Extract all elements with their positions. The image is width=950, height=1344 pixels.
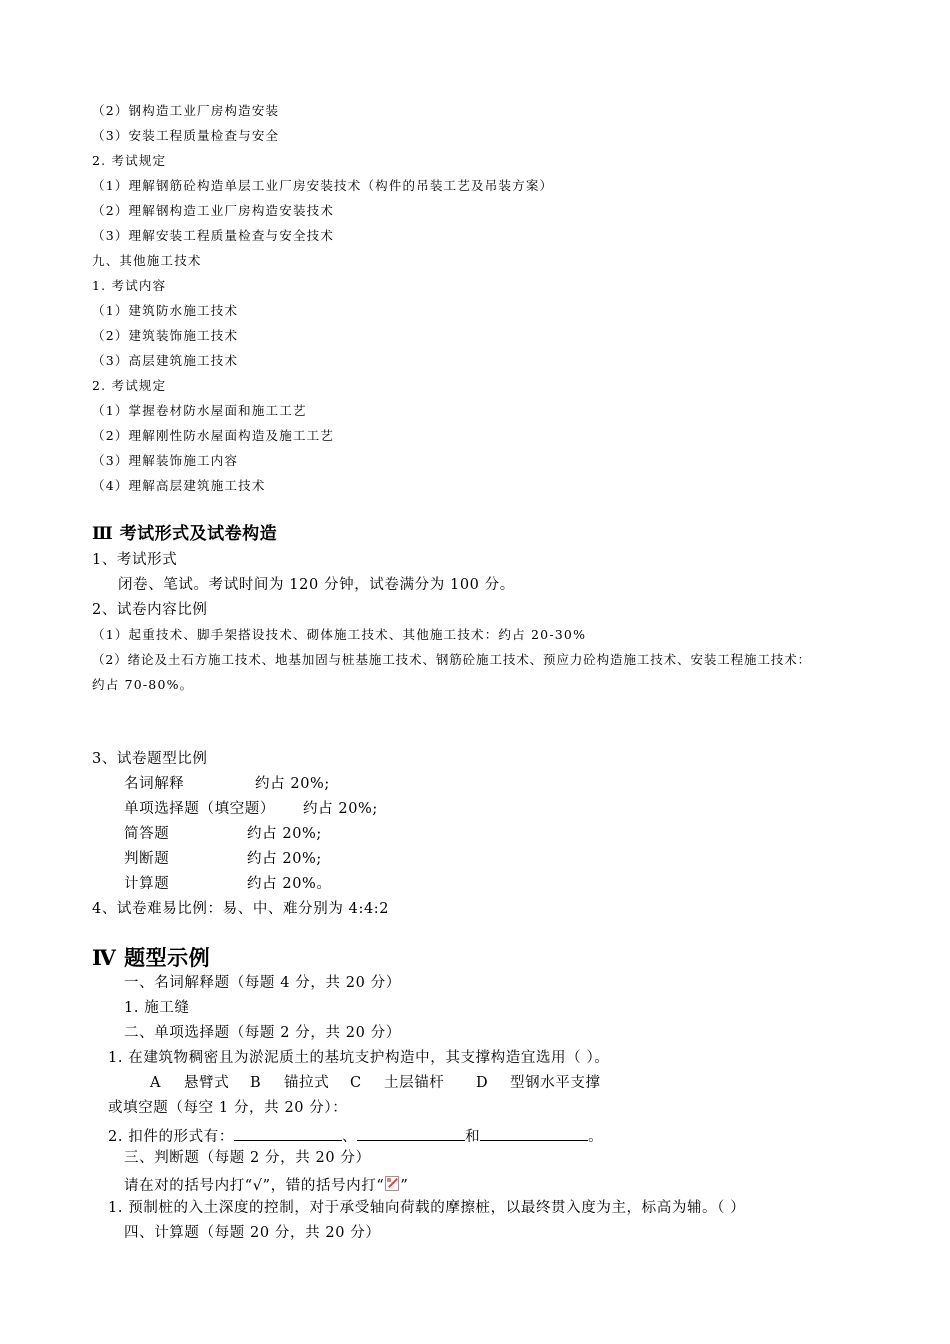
text-line: （3）理解安装工程质量检查与安全技术 [92, 228, 335, 243]
section-title-question-examples: Ⅳ 题型示例 [92, 945, 211, 970]
text-line: （3）理解装饰施工内容 [92, 453, 239, 468]
text-line: （1）建筑防水施工技术 [92, 303, 239, 318]
text-line: 三、判断题（每题 2 分，共 20 分） [124, 1150, 371, 1166]
text-line: （1）掌握卷材防水屋面和施工工艺 [92, 403, 307, 418]
ratio-name: 判断题 [124, 851, 170, 867]
cross-mark-icon [385, 1176, 399, 1191]
instruction-line [124, 1176, 408, 1194]
question-text: 1. 在建筑物稠密且为淤泥质土的基坑支护构造中，其支撑构造宜选用（ ）。 [108, 1050, 610, 1066]
ratio-value: 约占 20%; [303, 801, 378, 817]
option-key: B [250, 1075, 262, 1091]
instruction-text: 请在对的括号内打“√”，错的括号内打“ [124, 1178, 385, 1194]
ratio-name: 名词解释 [124, 776, 185, 792]
ratio-name: 单项选择题（填空题） [124, 801, 275, 817]
option-text: 土层锚杆 [384, 1075, 445, 1091]
text-line: （3）安装工程质量检查与安全 [92, 128, 280, 143]
text-line: （2）绪论及土石方施工技术、地基加固与桩基施工技术、钢筋砼施工技术、预应力砼构造施工技术、安装工程施工技术： [92, 652, 812, 667]
separator: 和 [465, 1129, 481, 1145]
text-line: 2、试卷内容比例 [92, 602, 208, 618]
text-line: （1）起重技术、脚手架搭设技术、砌体施工技术、其他施工技术：约占 20-30% [92, 627, 587, 642]
answer-blank [480, 1126, 588, 1141]
option-text: 型钢水平支撑 [510, 1075, 601, 1091]
option-text: 悬臂式 [184, 1075, 230, 1091]
text-line: 或填空题（每空 1 分，共 20 分）： [108, 1100, 348, 1116]
text-line: （2）建筑装饰施工技术 [92, 328, 239, 343]
text-line: （2）理解钢构造工业厂房构造安装技术 [92, 203, 335, 218]
text-line: 4、试卷难易比例：易、中、难分别为 4:4:2 [92, 901, 390, 917]
answer-blank [357, 1126, 465, 1141]
text-line: （3）高层建筑施工技术 [92, 353, 239, 368]
ratio-name: 计算题 [124, 876, 170, 892]
text-line: 2. 考试规定 [92, 378, 167, 393]
ratio-value: 约占 20%; [247, 851, 322, 867]
text-line: 一、名词解释题（每题 4 分，共 20 分） [124, 975, 401, 991]
separator: 、 [341, 1129, 358, 1145]
section-title-exam-format: Ⅲ 考试形式及试卷构造 [92, 524, 278, 544]
instruction-text-end: ” [400, 1178, 409, 1194]
answer-blank [234, 1126, 342, 1141]
ratio-value: 约占 20%; [255, 776, 330, 792]
ratio-name: 简答题 [124, 826, 170, 842]
text-line: （2）理解刚性防水屋面构造及施工工艺 [92, 428, 335, 443]
text-line: 1. 施工缝 [124, 1000, 190, 1016]
ratio-value: 约占 20%; [247, 826, 322, 842]
option-key: D [476, 1075, 489, 1091]
text-line: 3、试卷题型比例 [92, 751, 208, 767]
text-line: 约占 70-80%。 [92, 677, 194, 692]
option-key: C [350, 1075, 362, 1091]
text-line: 2. 考试规定 [92, 153, 167, 168]
text-line: 二、单项选择题（每题 2 分，共 20 分） [124, 1025, 401, 1041]
separator: 。 [588, 1129, 604, 1145]
option-text: 锚拉式 [284, 1075, 330, 1091]
text-line: （2）钢构造工业厂房构造安装 [92, 103, 280, 118]
text-line: 1. 考试内容 [92, 278, 167, 293]
section-heading: 九、其他施工技术 [92, 253, 202, 268]
text-line: （4）理解高层建筑施工技术 [92, 478, 266, 493]
text-line: 1、考试形式 [92, 552, 178, 568]
text-line: （1）理解钢筋砼构造单层工业厂房安装技术（构件的吊装工艺及吊装方案） [92, 178, 554, 193]
question-text: 1. 预制桩的入土深度的控制，对于承受轴向荷载的摩擦桩，以最终贯入度为主，标高为辅。（ ） [108, 1200, 746, 1216]
text-line: 闭卷、笔试。考试时间为 120 分钟，试卷满分为 100 分。 [118, 577, 515, 593]
question-text: 2. 扣件的形式有： [108, 1129, 234, 1145]
option-key: A [150, 1075, 162, 1091]
ratio-value: 约占 20%。 [247, 876, 332, 892]
text-line: 四、计算题（每题 20 分，共 20 分） [124, 1225, 381, 1241]
fill-blank-question [108, 1126, 603, 1145]
